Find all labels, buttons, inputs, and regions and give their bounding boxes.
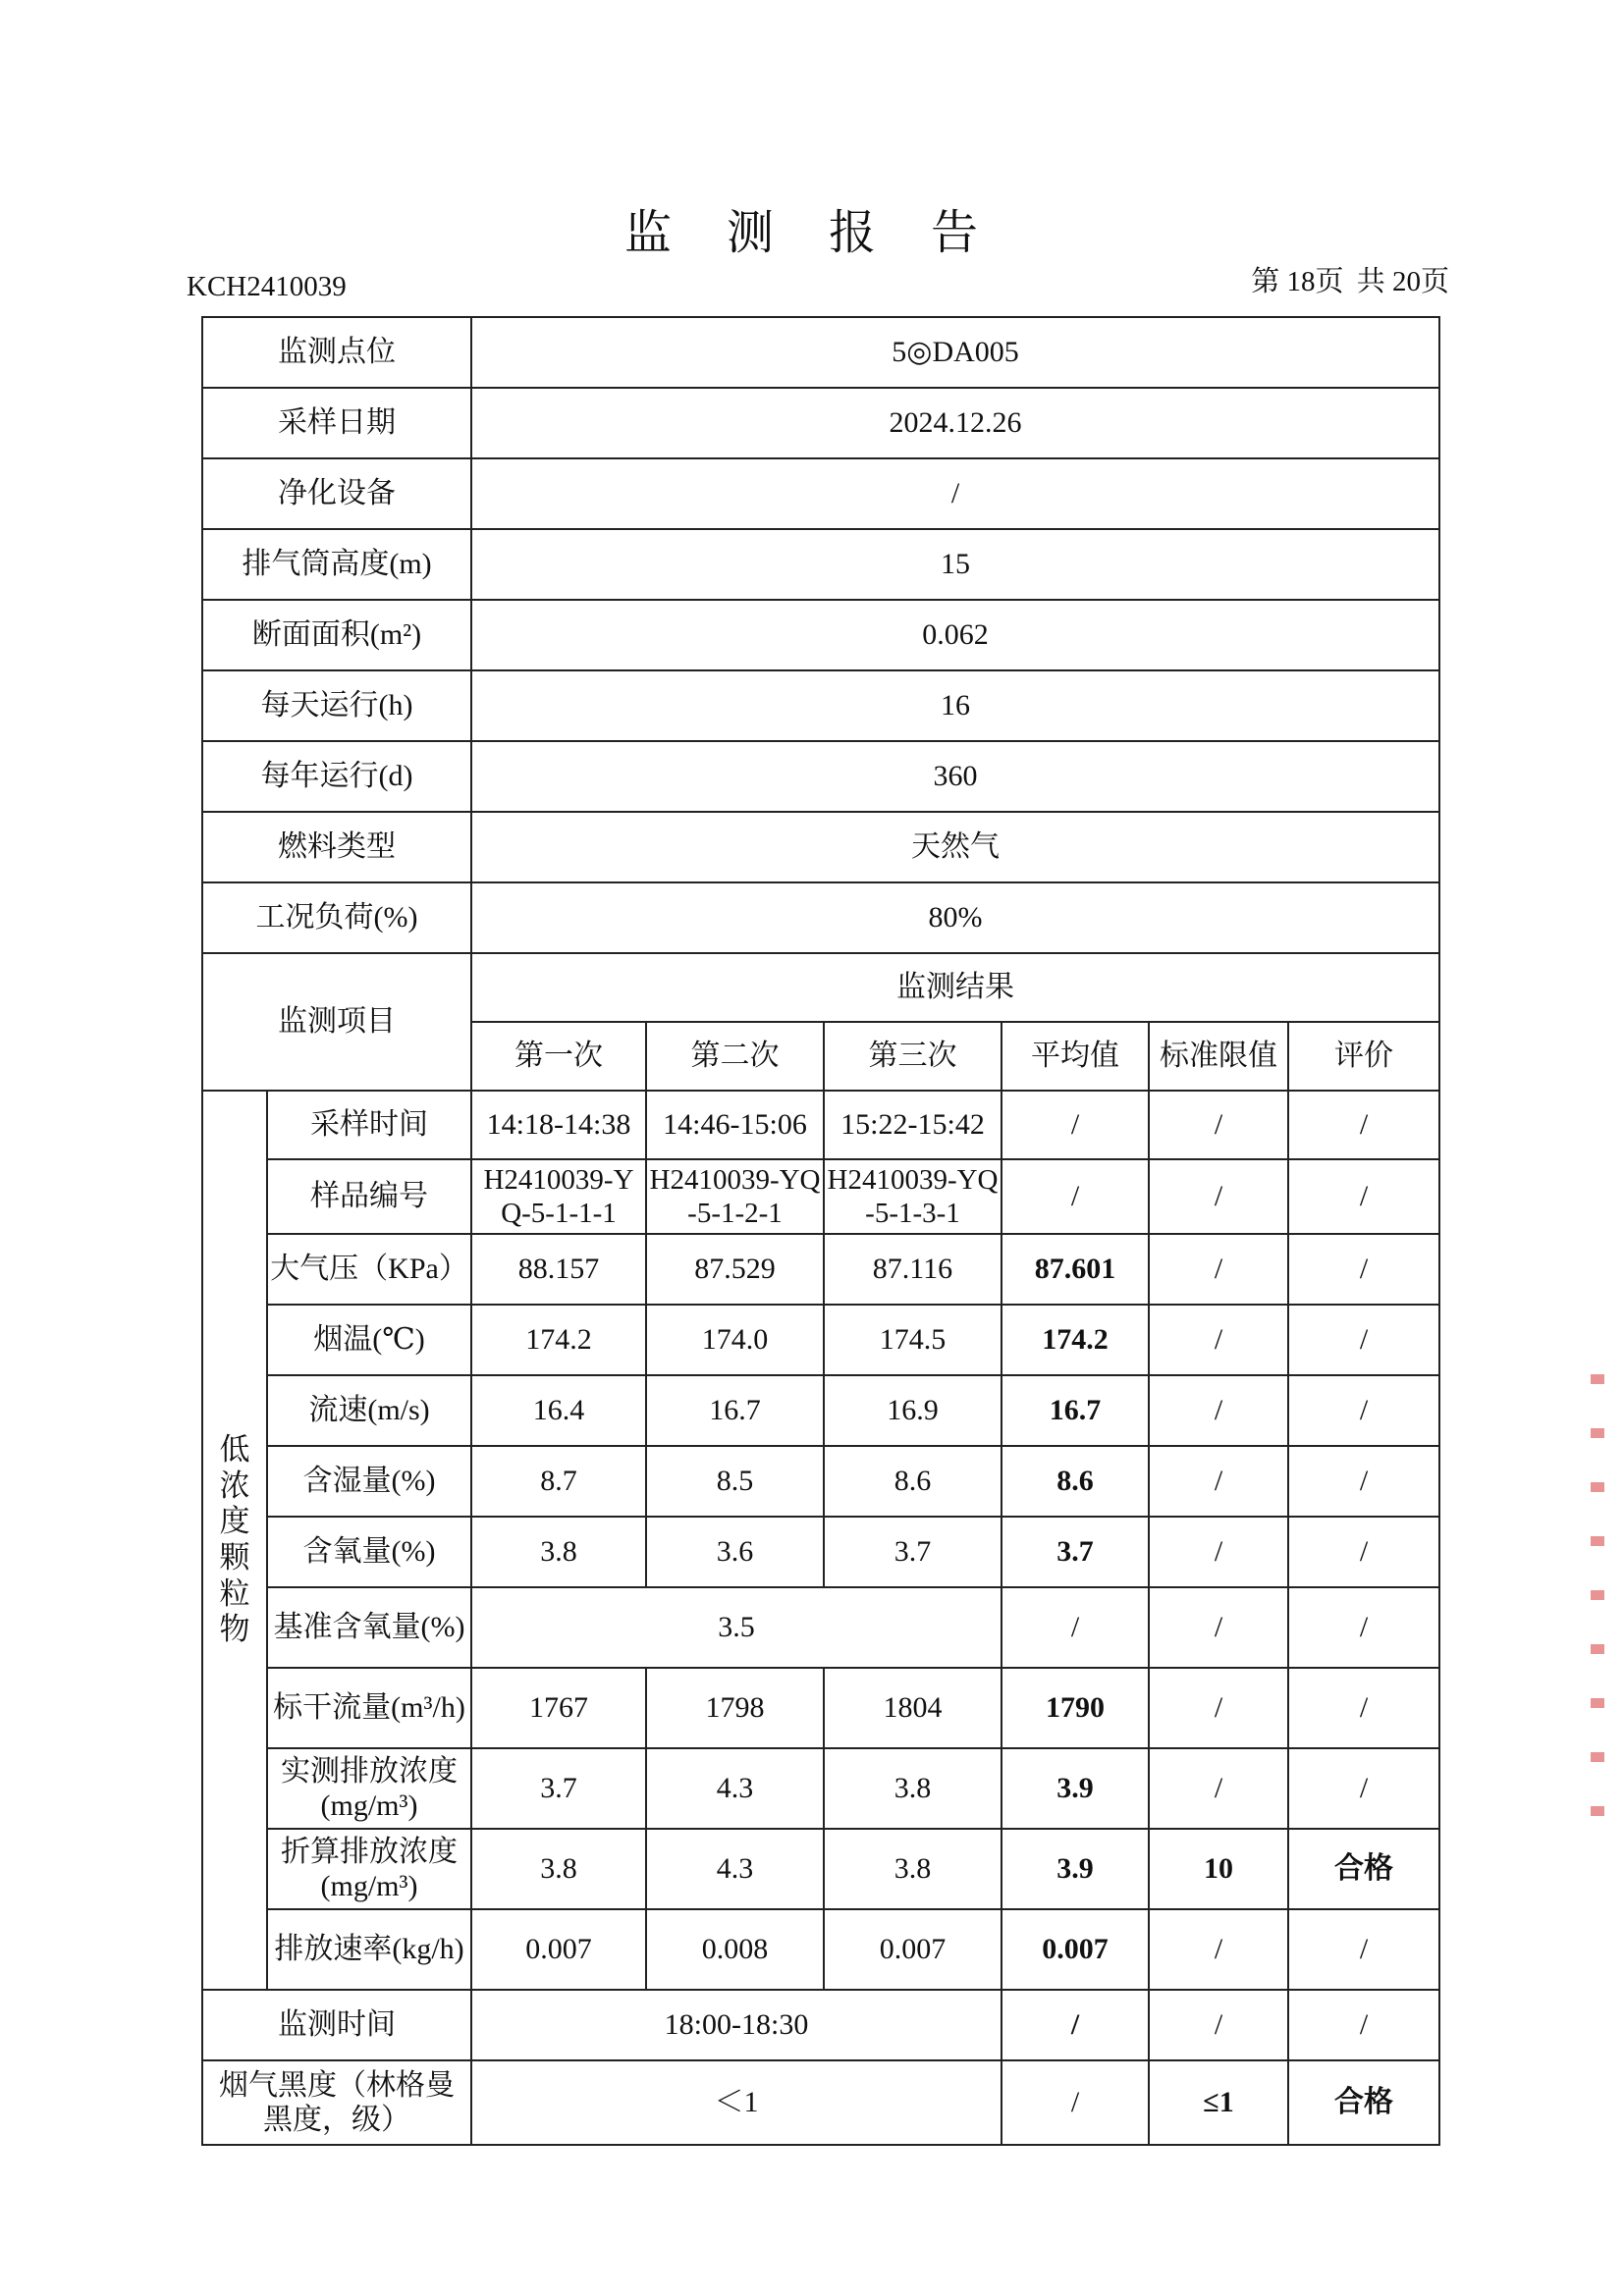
info-value: 0.062: [471, 600, 1439, 670]
info-row: [202, 882, 1439, 953]
table-row: [202, 1446, 1439, 1517]
cell-average: /: [1001, 1587, 1149, 1668]
info-value: 80%: [471, 882, 1439, 953]
cell-limit: /: [1149, 1234, 1288, 1305]
group-label-char: 度: [219, 1504, 250, 1539]
cell-evaluation: /: [1288, 1159, 1439, 1234]
cell-limit: /: [1149, 1159, 1288, 1234]
column-header: 评价: [1288, 1022, 1439, 1091]
cell-evaluation: /: [1288, 1748, 1439, 1829]
column-header: 平均值: [1001, 1022, 1149, 1091]
row-label: 流速(m/s): [267, 1375, 471, 1446]
info-value: 天然气: [471, 812, 1439, 882]
cell: 15:22-15:42: [824, 1091, 1001, 1159]
cell: 174.5: [824, 1305, 1001, 1375]
cell-limit: 10: [1149, 1829, 1288, 1909]
cell-limit: /: [1149, 1587, 1288, 1668]
cell-average: 3.7: [1001, 1517, 1149, 1587]
cell-limit: /: [1149, 1305, 1288, 1375]
row-label: 烟温(℃): [267, 1305, 471, 1375]
cell-average: 8.6: [1001, 1446, 1149, 1517]
cell-limit: /: [1149, 1375, 1288, 1446]
table-row: [202, 1305, 1439, 1375]
info-value: 16: [471, 670, 1439, 741]
group-label-char: 低: [219, 1432, 250, 1468]
table-row: [202, 1091, 1439, 1159]
info-label: 燃料类型: [202, 812, 471, 882]
document-number: KCH2410039: [187, 271, 347, 302]
cell-average: /: [1001, 1990, 1149, 2060]
info-label: 工况负荷(%): [202, 882, 471, 953]
cell-evaluation: /: [1288, 1305, 1439, 1375]
cell-average: 0.007: [1001, 1909, 1149, 1990]
cell: 3.8: [471, 1517, 646, 1587]
cell-evaluation: /: [1288, 1668, 1439, 1748]
monitoring-report-table: [201, 316, 1440, 2146]
group-label-char: 颗: [219, 1540, 250, 1575]
cell: 3.7: [824, 1517, 1001, 1587]
cell: 88.157: [471, 1234, 646, 1305]
info-label: 每年运行(d): [202, 741, 471, 812]
cell: 174.2: [471, 1305, 646, 1375]
cell-average: 87.601: [1001, 1234, 1149, 1305]
cell: 0.007: [824, 1909, 1001, 1990]
cell: 14:46-15:06: [646, 1091, 824, 1159]
cell: 174.0: [646, 1305, 824, 1375]
cell-merged: ＜1: [471, 2060, 1001, 2145]
table-row: [202, 1668, 1439, 1748]
cell: 16.4: [471, 1375, 646, 1446]
report-title: 监 测 报 告: [623, 207, 1000, 259]
cell-evaluation: /: [1288, 1446, 1439, 1517]
page-total: 共 20页: [1356, 266, 1449, 297]
column-header: 第一次: [471, 1022, 646, 1091]
column-header: 第二次: [646, 1022, 824, 1091]
row-label: 烟气黑度（林格曼黑度，级）: [202, 2060, 471, 2145]
cell-evaluation: /: [1288, 1517, 1439, 1587]
cell-average: 3.9: [1001, 1748, 1149, 1829]
row-label: 样品编号: [267, 1159, 471, 1234]
info-row: [202, 388, 1439, 458]
info-label: 净化设备: [202, 458, 471, 529]
cell: 3.8: [824, 1748, 1001, 1829]
table-row: [202, 1829, 1439, 1909]
cell-average: 16.7: [1001, 1375, 1149, 1446]
cell-average: /: [1001, 2060, 1149, 2145]
info-row: [202, 529, 1439, 600]
row-label: 折算排放浓度(mg/m³): [267, 1829, 471, 1909]
info-row: [202, 670, 1439, 741]
cell-merged: 3.5: [471, 1587, 1001, 1668]
info-row: [202, 317, 1439, 388]
table-row: [202, 1517, 1439, 1587]
group-label-char: 粒: [219, 1575, 250, 1611]
info-value: 5◎DA005: [471, 317, 1439, 388]
cell-limit: /: [1149, 1909, 1288, 1990]
cell-evaluation: /: [1288, 1909, 1439, 1990]
row-label: 含氧量(%): [267, 1517, 471, 1587]
info-value: 15: [471, 529, 1439, 600]
cell: 0.008: [646, 1909, 824, 1990]
cell-evaluation: /: [1288, 1587, 1439, 1668]
info-row: [202, 741, 1439, 812]
group-label-char: 浓: [219, 1468, 250, 1503]
cell: 8.7: [471, 1446, 646, 1517]
row-label: 基准含氧量(%): [267, 1587, 471, 1668]
cell: 3.7: [471, 1748, 646, 1829]
cell: 3.8: [471, 1829, 646, 1909]
cell-evaluation: 合格: [1288, 1829, 1439, 1909]
cell-merged: 18:00-18:30: [471, 1990, 1001, 2060]
info-label: 每天运行(h): [202, 670, 471, 741]
info-label: 排气筒高度(m): [202, 529, 471, 600]
table-row: [202, 2060, 1439, 2145]
cell: 4.3: [646, 1748, 824, 1829]
cell: 1767: [471, 1668, 646, 1748]
table-row: [202, 1748, 1439, 1829]
cell: 87.116: [824, 1234, 1001, 1305]
column-header: 第三次: [824, 1022, 1001, 1091]
page-number: [1245, 259, 1449, 299]
cell: 87.529: [646, 1234, 824, 1305]
info-label: 监测点位: [202, 317, 471, 388]
info-label: 断面面积(m²): [202, 600, 471, 670]
row-label: 采样时间: [267, 1091, 471, 1159]
column-header: 标准限值: [1149, 1022, 1288, 1091]
cell-evaluation: /: [1288, 1091, 1439, 1159]
cell: H2410039-YQ-5-1-1-1: [471, 1159, 646, 1234]
cell: 16.9: [824, 1375, 1001, 1446]
group-label-text: [205, 1432, 264, 1647]
cell-evaluation: /: [1288, 1375, 1439, 1446]
page-current: 第 18页: [1251, 266, 1344, 297]
info-row: [202, 812, 1439, 882]
cell: 14:18-14:38: [471, 1091, 646, 1159]
group-label-char: 物: [219, 1612, 250, 1647]
row-label: 含湿量(%): [267, 1446, 471, 1517]
cell-limit: /: [1149, 1446, 1288, 1517]
cell: 3.8: [824, 1829, 1001, 1909]
cell-limit: ≤1: [1149, 2060, 1288, 2145]
cell-average: 1790: [1001, 1668, 1149, 1748]
table-row: [202, 1159, 1439, 1234]
row-label: 大气压（KPa）: [267, 1234, 471, 1305]
seal-stamp-edge: [1591, 1374, 1604, 1826]
cell: 1804: [824, 1668, 1001, 1748]
cell-limit: /: [1149, 1517, 1288, 1587]
row-label: 排放速率(kg/h): [267, 1909, 471, 1990]
table-row: [202, 1375, 1439, 1446]
monitoring-results-header: 监测结果: [471, 953, 1439, 1022]
cell: 0.007: [471, 1909, 646, 1990]
table-row: [202, 1909, 1439, 1990]
table-row: [202, 1234, 1439, 1305]
cell: 16.7: [646, 1375, 824, 1446]
cell: H2410039-YQ-5-1-2-1: [646, 1159, 824, 1234]
results-header-row: [202, 953, 1439, 1022]
monitoring-item-header: 监测项目: [202, 953, 471, 1091]
info-value: 2024.12.26: [471, 388, 1439, 458]
table-row: [202, 1990, 1439, 2060]
cell-evaluation: /: [1288, 1990, 1439, 2060]
cell-limit: /: [1149, 1668, 1288, 1748]
row-label: 实测排放浓度(mg/m³): [267, 1748, 471, 1829]
cell-limit: /: [1149, 1091, 1288, 1159]
row-label: 监测时间: [202, 1990, 471, 2060]
group-label: [202, 1091, 267, 1990]
info-row: [202, 458, 1439, 529]
row-label: 标干流量(m³/h): [267, 1668, 471, 1748]
info-value: /: [471, 458, 1439, 529]
cell-average: /: [1001, 1159, 1149, 1234]
info-value: 360: [471, 741, 1439, 812]
info-row: [202, 600, 1439, 670]
info-label: 采样日期: [202, 388, 471, 458]
cell-evaluation: /: [1288, 1234, 1439, 1305]
cell: 4.3: [646, 1829, 824, 1909]
cell-average: 3.9: [1001, 1829, 1149, 1909]
cell-limit: /: [1149, 1748, 1288, 1829]
cell: 3.6: [646, 1517, 824, 1587]
cell: H2410039-YQ-5-1-3-1: [824, 1159, 1001, 1234]
cell-average: /: [1001, 1091, 1149, 1159]
cell: 8.5: [646, 1446, 824, 1517]
cell: 1798: [646, 1668, 824, 1748]
cell-average: 174.2: [1001, 1305, 1149, 1375]
cell: 8.6: [824, 1446, 1001, 1517]
cell-evaluation: 合格: [1288, 2060, 1439, 2145]
table-row: [202, 1587, 1439, 1668]
cell-limit: /: [1149, 1990, 1288, 2060]
